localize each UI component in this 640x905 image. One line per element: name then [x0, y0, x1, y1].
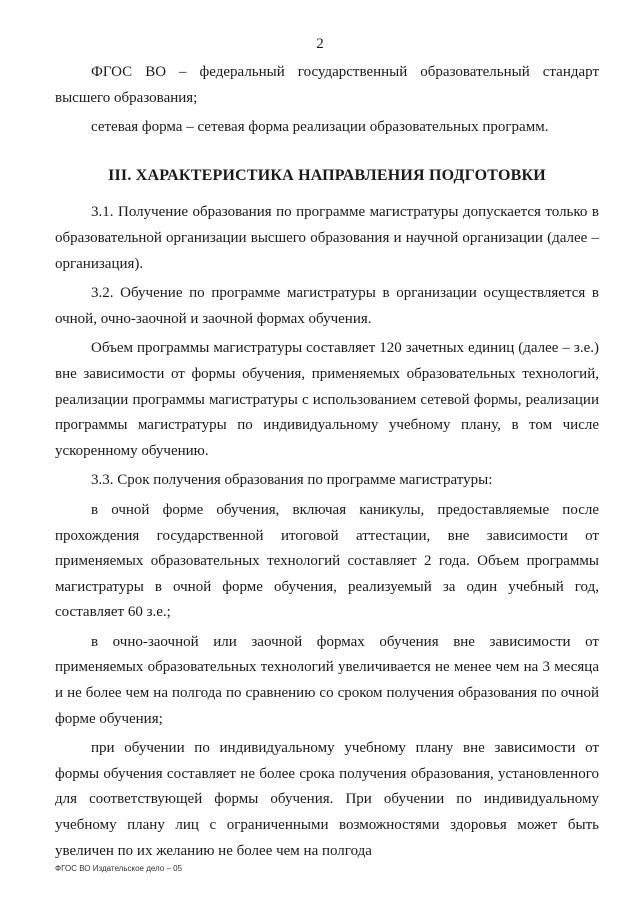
section-heading: III. ХАРАКТЕРИСТИКА НАПРАВЛЕНИЯ ПОДГОТОВКИ [108, 166, 546, 184]
clause-3-3: 3.3. Срок получения образования по программе магистратуры: [91, 472, 493, 489]
program-volume-paragraph: Объем программы магистратуры составляет 120 зачетных единиц (далее – з.е.) вне зависимости от формы обучения, применяемых образовательных технологий, реализации программы магистратуры с использованием сетевой формы, реализации программы магистратуры по индивидуальному учебному плану, в том числе ускоренному обучению. [55, 340, 599, 459]
part-time-term-paragraph: в очно-заочной или заочной формах обучения вне зависимости от применяемых образовательных технологий увеличивается не менее чем на 3 месяца и не более чем на полгода по сравнению со сроком получения образования по очной форме обучения; [55, 633, 599, 727]
clause-3-1: 3.1. Получение образования по программе магистратуры допускается только в образовательной организации высшего образования и научной организации (далее – организация). [55, 204, 599, 272]
individual-plan-paragraph: при обучении по индивидуальному учебному плану вне зависимости от формы обучения составляет не более срока получения образования, установленного для соответствующей формы обучения. При обучении по индивидуальному учебному плану лиц с ограниченными возможностями здоровья может быть увеличен по их желанию не более чем на полгода [55, 740, 599, 859]
full-time-term-paragraph: в очной форме обучения, включая каникулы, предоставляемые после прохождения государственной итоговой аттестации, вне зависимости от применяемых образовательных технологий составляет 2 года. Объем программы магистратуры в очной форме обучения, реализуемый за один учебный год, составляет 60 з.е.; [55, 501, 599, 621]
page-footer: ФГОС ВО Издательское дело – 05 [55, 864, 183, 873]
page-body [55, 60, 599, 864]
page-number: 2 [316, 36, 324, 52]
definition-network-form: сетевая форма – сетевая форма реализации образовательных программ. [91, 119, 549, 136]
definition-fgos-vo: ФГОС ВО – федеральный государственный образовательный стандарт высшего образования; [55, 64, 599, 106]
clause-3-2: 3.2. Обучение по программе магистратуры в организации осуществляется в очной, очно-заочной и заочной формах обучения. [55, 285, 599, 327]
